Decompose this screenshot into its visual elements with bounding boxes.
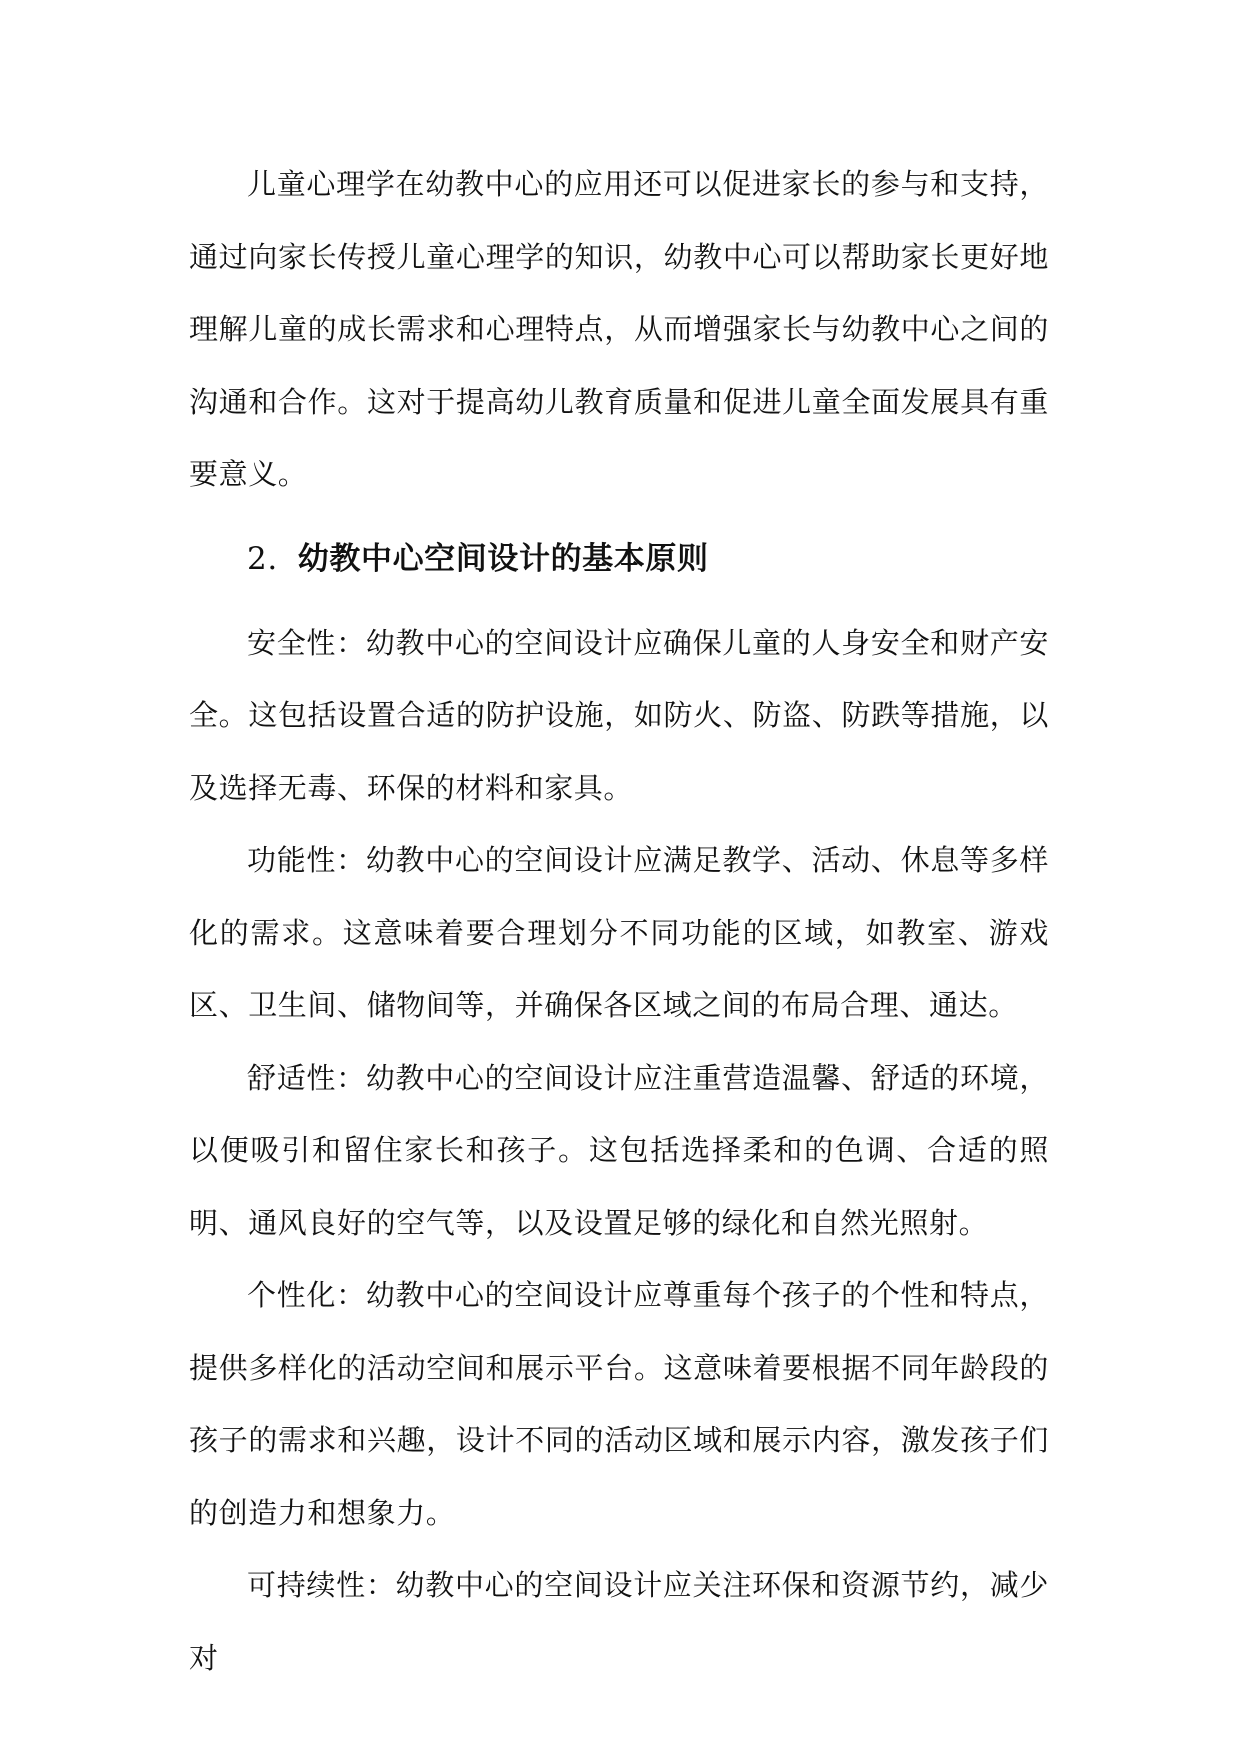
intro-paragraph: 儿童心理学在幼教中心的应用还可以促进家长的参与和支持，通过向家长传授儿童心理学的知识，幼教中心可以帮助家长更好地理解儿童的成长需求和心理特点，从而增强家长与幼教中心之间的沟通和合作。这对于提高幼儿教育质量和促进儿童全面发展具有重要意义。 [189,167,1049,491]
paragraph-comfort: 舒适性：幼教中心的空间设计应注重营造温馨、舒适的环境，以便吸引和留住家长和孩子。这包括选择柔和的色调、合适的照明、通风良好的空气等，以及设置足够的绿化和自然光照射。 [189,1060,1049,1240]
paragraph-safety: 安全性：幼教中心的空间设计应确保儿童的人身安全和财产安全。这包括设置合适的防护设施，如防火、防盗、防跌等措施，以及选择无毒、环保的材料和家具。 [189,625,1049,805]
section-title: 幼教中心空间设计的基本原则 [297,540,709,577]
section-number: 2. [247,540,278,577]
paragraph-functionality: 功能性：幼教中心的空间设计应满足教学、活动、休息等多样化的需求。这意味着要合理划分不同功能的区域，如教室、游戏区、卫生间、储物间等，并确保各区域之间的布局合理、通达。 [189,843,1049,1022]
page-content [189,148,1049,1694]
paragraph-sustainability: 可持续性：幼教中心的空间设计应关注环保和资源节约，减少对 [189,1568,1049,1675]
section-heading [189,523,1049,595]
paragraph-personalization: 个性化：幼教中心的空间设计应尊重每个孩子的个性和特点，提供多样化的活动空间和展示平台。这意味着要根据不同年龄段的孩子的需求和兴趣，设计不同的活动区域和展示内容，激发孩子们的创造力和想象力。 [189,1278,1049,1530]
